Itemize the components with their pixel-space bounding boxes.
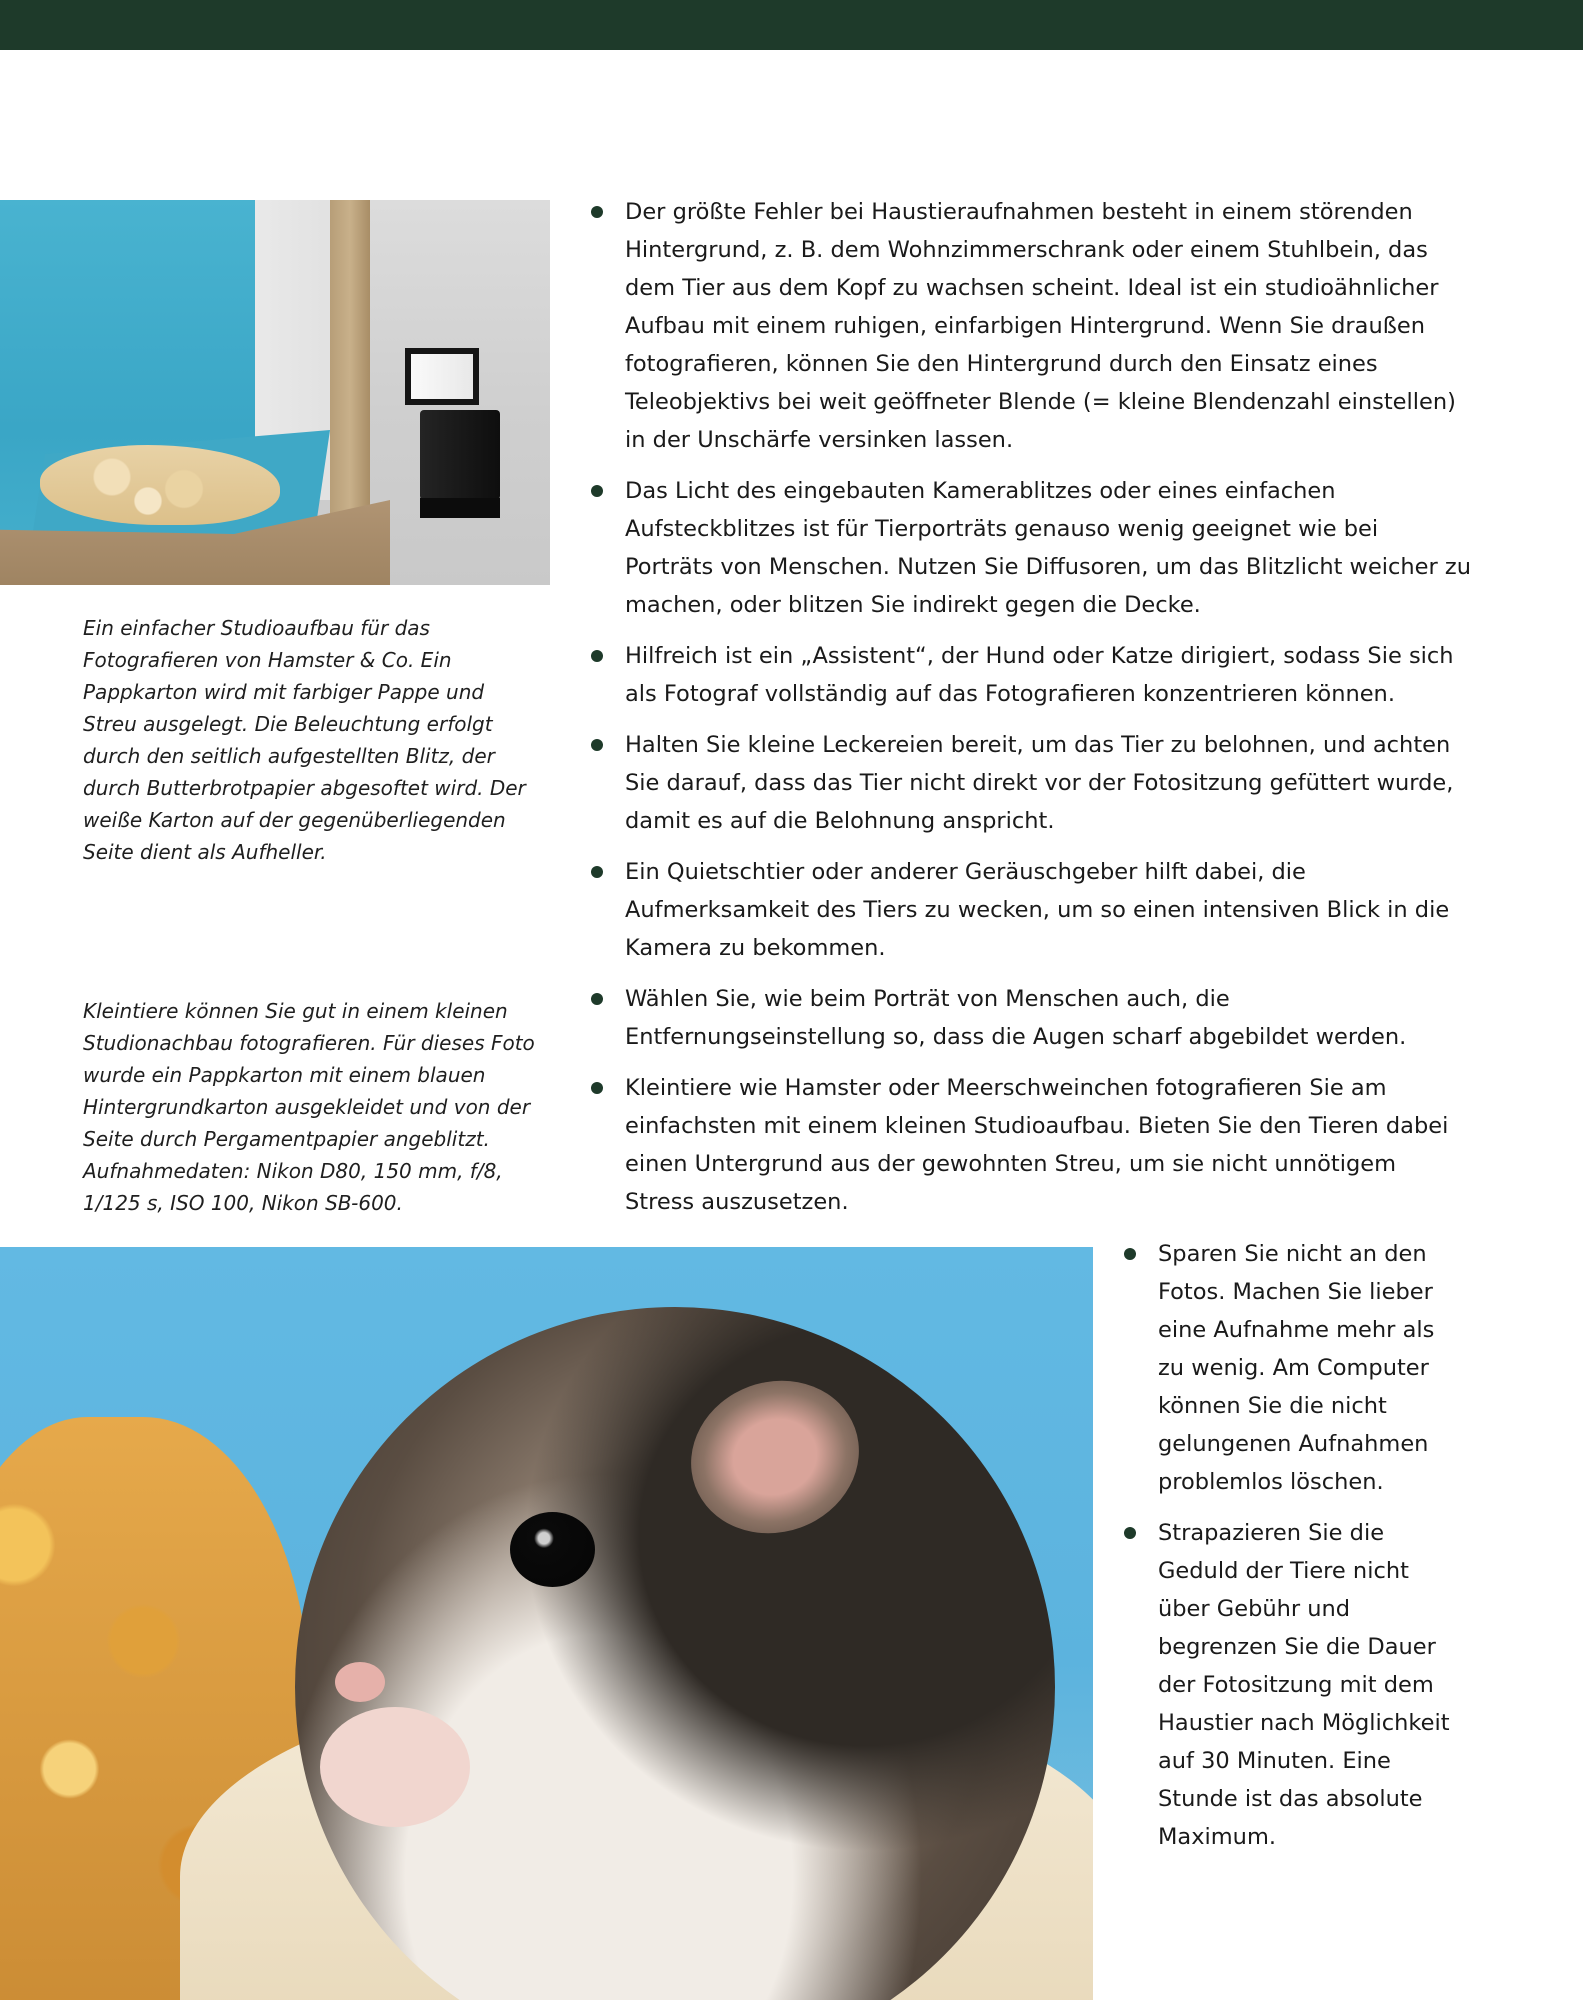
tip-text: Sparen Sie nicht an den Fotos. Machen Sie lieber eine Aufnahme mehr als zu wenig. Am Computer können Sie die nicht gelungenen Aufnahmen problemlos löschen.: [1158, 1241, 1435, 1495]
tips-list-main: [591, 193, 1471, 1234]
tip-text: Das Licht des eingebauten Kamerablitzes oder eines einfachen Aufsteckblitzes ist für Tierporträts genauso wenig geeignet wie bei Porträts von Menschen. Nutzen Sie Diffusoren, um das Blitzlicht weicher zu machen, oder blitzen Sie indirekt gegen die Decke.: [625, 478, 1472, 618]
flash-unit-foot: [420, 498, 500, 518]
hamster-paws: [320, 1707, 470, 1827]
setup-photo-caption: Ein einfacher Studioaufbau für das Fotografieren von Hamster & Co. Ein Pappkarton wird mit farbiger Pappe und Streu ausgelegt. Die Beleuchtung erfolgt durch den seitlich aufgestellten Blitz, der durch Butterbrotpapier abgesoftet wird. Der weiße Karton auf der gegenüberliegenden Seite dient als Aufheller.: [83, 616, 526, 864]
tip-item: [591, 980, 1471, 1056]
bullet-icon: [591, 739, 603, 751]
tip-item: [591, 472, 1471, 624]
tip-item: [591, 1069, 1471, 1221]
tips-list-side: [1124, 1235, 1464, 1869]
hamster-photo: [0, 1247, 1093, 2000]
tip-text: Wählen Sie, wie beim Porträt von Menschen auch, die Entfernungseinstellung so, dass die Augen scharf abgebildet werden.: [625, 986, 1407, 1050]
studio-setup-photo: [0, 200, 550, 585]
hamster-photo-caption: [83, 995, 543, 1219]
hamster-nose: [335, 1662, 385, 1702]
tip-item: [1124, 1235, 1464, 1501]
tip-text: Strapazieren Sie die Geduld der Tiere nicht über Gebühr und begrenzen Sie die Dauer der Fotositzung mit dem Haustier nach Möglichkeit auf 30 Minuten. Eine Stunde ist das absolute Maximum.: [1158, 1520, 1450, 1850]
tip-text: Kleintiere wie Hamster oder Meerschweinchen fotografieren Sie am einfachsten mit einem kleinen Studioaufbau. Bieten Sie den Tieren dabei einen Untergrund aus der gewohnten Streu, um sie nicht unnötigem Stress auszusetzen.: [625, 1075, 1449, 1215]
tip-item: [591, 726, 1471, 840]
tip-text: Der größte Fehler bei Haustieraufnahmen besteht in einem störenden Hintergrund, z. B. dem Wohnzimmerschrank oder einem Stuhlbein, das dem Tier aus dem Kopf zu wachsen scheint. Ideal ist ein studioähnlicher Aufbau mit einem ruhigen, einfarbigen Hintergrund. Wenn Sie draußen fotografieren, können Sie den Hintergrund durch den Einsatz eines Teleobjektivs bei weit geöffneter Blende (= kleine Blendenzahl einstellen) in der Unschärfe versinken lassen.: [625, 199, 1456, 453]
bullet-icon: [591, 206, 603, 218]
tip-item: [591, 193, 1471, 459]
cardboard-box-edge: [330, 200, 370, 520]
tip-text: Ein Quietschtier oder anderer Geräuschgeber hilft dabei, die Aufmerksamkeit des Tiers zu wecken, um so einen intensiven Blick in die Kamera zu bekommen.: [625, 859, 1450, 961]
hamster-eye: [510, 1512, 595, 1587]
hamster-body: [295, 1307, 1055, 2000]
tip-item: [1124, 1514, 1464, 1856]
flash-unit-body: [420, 410, 500, 500]
header-bar: [0, 0, 1583, 50]
bullet-icon: [591, 1082, 603, 1094]
bullet-icon: [591, 866, 603, 878]
bullet-icon: [591, 650, 603, 662]
hamster-caption-exif: Aufnahmedaten: Nikon D80, 150 mm, f/8, 1/125 s, ISO 100, Nikon SB-600.: [83, 1159, 503, 1215]
bullet-icon: [1124, 1527, 1136, 1539]
tip-item: [591, 637, 1471, 713]
flash-unit-head: [405, 348, 479, 405]
bullet-icon: [591, 993, 603, 1005]
tip-text: Halten Sie kleine Leckereien bereit, um das Tier zu belohnen, und achten Sie darauf, dass das Tier nicht direkt vor der Fotositzung gefüttert wurde, damit es auf die Belohnung anspricht.: [625, 732, 1454, 834]
tip-item: [591, 853, 1471, 967]
hamster-caption-text: Kleintiere können Sie gut in einem kleinen Studionachbau fotografieren. Für dieses Foto wurde ein Pappkarton mit einem blauen Hintergrundkarton ausgekleidet und von der Seite durch Pergamentpapier angeblitzt.: [83, 999, 535, 1151]
bullet-icon: [591, 485, 603, 497]
bullet-icon: [1124, 1248, 1136, 1260]
tip-text: Hilfreich ist ein „Assistent“, der Hund oder Katze dirigiert, sodass Sie sich als Fotograf vollständig auf das Fotografieren konzentrieren können.: [625, 643, 1454, 707]
